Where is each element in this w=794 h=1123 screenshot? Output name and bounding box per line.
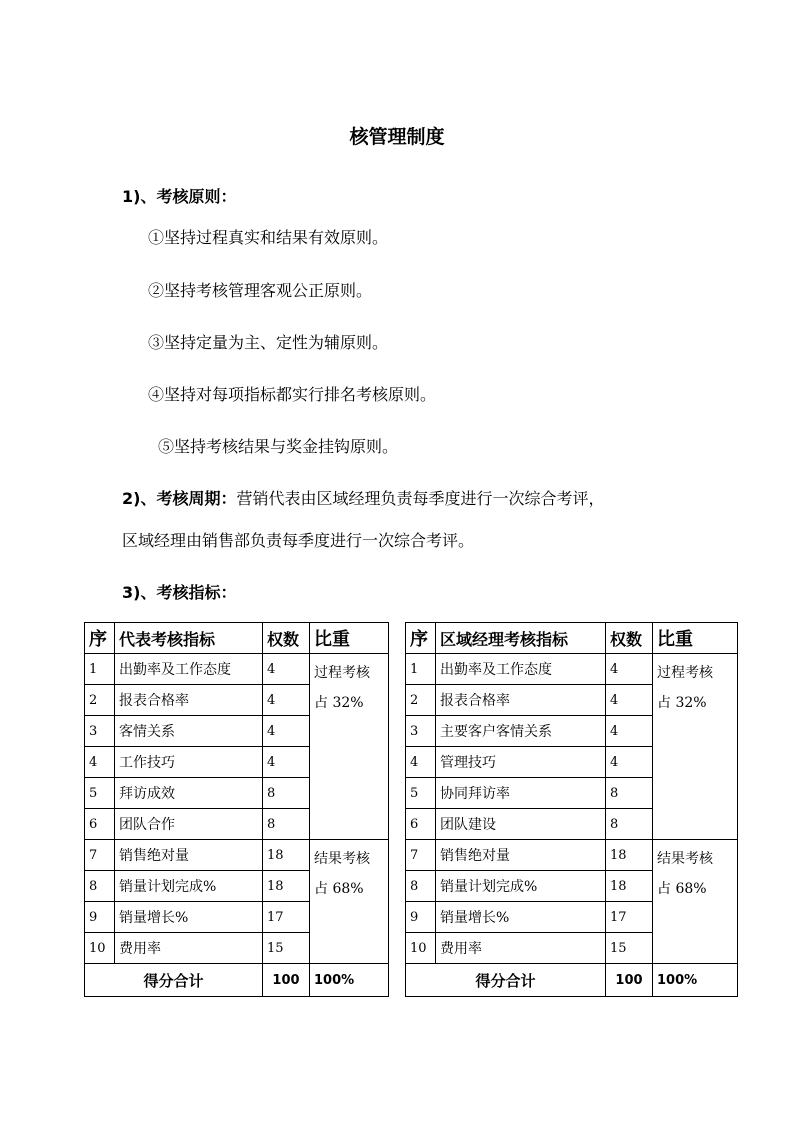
right-col-header: 权数 (606, 623, 653, 654)
right-indicator: 主要客户客情关系 (436, 716, 606, 747)
left-total-percent: 100% (310, 964, 389, 997)
left-seq: 6 (85, 809, 115, 840)
right-indicator: 管理技巧 (436, 747, 606, 778)
left-indicator: 销售绝对量 (115, 840, 263, 871)
right-seq: 1 (406, 654, 436, 685)
left-weight: 4 (263, 654, 310, 685)
right-total-value: 100 (606, 964, 653, 997)
left-indicator: 销量增长% (115, 902, 263, 933)
right-process-weight-cell (653, 654, 738, 840)
left-weight: 4 (263, 685, 310, 716)
section-2-paragraph (122, 486, 604, 509)
right-col-header: 比重 (653, 623, 738, 654)
right-col-header: 区域经理考核指标 (436, 623, 606, 654)
result-weight-label: 结果考核 (657, 851, 713, 867)
left-weight: 17 (263, 902, 310, 933)
table-header-row (85, 623, 738, 654)
left-indicator: 出勤率及工作态度 (115, 654, 263, 685)
left-weight: 18 (263, 840, 310, 871)
right-indicator: 销量计划完成% (436, 871, 606, 902)
section-2-text-1: 营销代表由区域经理负责每季度进行一次综合考评， (236, 489, 605, 508)
left-weight: 15 (263, 933, 310, 964)
right-weight: 4 (606, 654, 653, 685)
left-col-header: 代表考核指标 (115, 623, 263, 654)
section-2-text-2: 区域经理由销售部负责每季度进行一次综合考评。 (122, 531, 475, 550)
right-seq: 2 (406, 685, 436, 716)
right-total-percent: 100% (653, 964, 738, 997)
right-indicator: 协同拜访率 (436, 778, 606, 809)
section-1-heading: 1)、考核原则： (122, 187, 237, 206)
result-weight-percent: 占 68% (314, 881, 364, 897)
principle-item: ④坚持对每项指标都实行排名考核原则。 (148, 385, 437, 404)
table-row (85, 809, 738, 840)
left-seq: 4 (85, 747, 115, 778)
process-weight-label: 过程考核 (314, 665, 370, 681)
table-row (85, 933, 738, 964)
right-seq: 9 (406, 902, 436, 933)
right-weight: 4 (606, 747, 653, 778)
left-weight: 4 (263, 747, 310, 778)
right-seq: 8 (406, 871, 436, 902)
left-col-header: 序 (85, 623, 115, 654)
right-weight: 8 (606, 809, 653, 840)
table-row (85, 902, 738, 933)
right-total-label: 得分合计 (406, 964, 606, 997)
right-indicator: 销售绝对量 (436, 840, 606, 871)
table-gap (389, 623, 406, 997)
right-seq: 4 (406, 747, 436, 778)
left-seq: 10 (85, 933, 115, 964)
left-seq: 8 (85, 871, 115, 902)
principle-item: ③坚持定量为主、定性为辅原则。 (148, 333, 389, 352)
right-weight: 18 (606, 840, 653, 871)
left-total-value: 100 (263, 964, 310, 997)
principle-item: ②坚持考核管理客观公正原则。 (148, 281, 373, 300)
table-row (85, 747, 738, 778)
right-indicator: 报表合格率 (436, 685, 606, 716)
total-row (85, 964, 738, 997)
right-indicator: 出勤率及工作态度 (436, 654, 606, 685)
right-weight: 18 (606, 871, 653, 902)
left-weight: 8 (263, 778, 310, 809)
left-seq: 2 (85, 685, 115, 716)
table-row (85, 716, 738, 747)
left-weight: 18 (263, 871, 310, 902)
assessment-table (84, 622, 738, 997)
left-seq: 7 (85, 840, 115, 871)
process-weight-percent: 占 32% (657, 695, 707, 711)
table-row (85, 654, 738, 685)
left-seq: 3 (85, 716, 115, 747)
right-weight: 15 (606, 933, 653, 964)
left-indicator: 团队合作 (115, 809, 263, 840)
right-weight: 4 (606, 685, 653, 716)
right-seq: 7 (406, 840, 436, 871)
left-seq: 5 (85, 778, 115, 809)
table-row (85, 871, 738, 902)
left-weight: 4 (263, 716, 310, 747)
result-weight-percent: 占 68% (657, 881, 707, 897)
section-3-heading: 3)、考核指标： (122, 583, 237, 602)
right-seq: 6 (406, 809, 436, 840)
left-indicator: 销量计划完成% (115, 871, 263, 902)
right-indicator: 费用率 (436, 933, 606, 964)
table-row (85, 840, 738, 871)
left-weight: 8 (263, 809, 310, 840)
left-indicator: 拜访成效 (115, 778, 263, 809)
right-result-weight-cell (653, 840, 738, 964)
right-seq: 3 (406, 716, 436, 747)
principle-item: ①坚持过程真实和结果有效原则。 (148, 228, 389, 247)
process-weight-percent: 占 32% (314, 695, 364, 711)
left-seq: 9 (85, 902, 115, 933)
right-indicator: 团队建设 (436, 809, 606, 840)
right-indicator: 销量增长% (436, 902, 606, 933)
right-weight: 17 (606, 902, 653, 933)
left-result-weight-cell (310, 840, 389, 964)
left-total-label: 得分合计 (85, 964, 263, 997)
left-col-header: 权数 (263, 623, 310, 654)
left-process-weight-cell (310, 654, 389, 840)
right-weight: 4 (606, 716, 653, 747)
principle-item: ⑤坚持考核结果与奖金挂钩原则。 (158, 437, 399, 456)
left-indicator: 客情关系 (115, 716, 263, 747)
left-indicator: 报表合格率 (115, 685, 263, 716)
left-indicator: 工作技巧 (115, 747, 263, 778)
result-weight-label: 结果考核 (314, 851, 370, 867)
left-col-header: 比重 (310, 623, 389, 654)
right-seq: 10 (406, 933, 436, 964)
table-row (85, 778, 738, 809)
process-weight-label: 过程考核 (657, 665, 713, 681)
right-weight: 8 (606, 778, 653, 809)
page-title: 核管理制度 (349, 126, 445, 148)
left-indicator: 费用率 (115, 933, 263, 964)
right-seq: 5 (406, 778, 436, 809)
table-row (85, 685, 738, 716)
right-col-header: 序 (406, 623, 436, 654)
section-2-heading: 2)、考核周期： (122, 489, 237, 508)
left-seq: 1 (85, 654, 115, 685)
